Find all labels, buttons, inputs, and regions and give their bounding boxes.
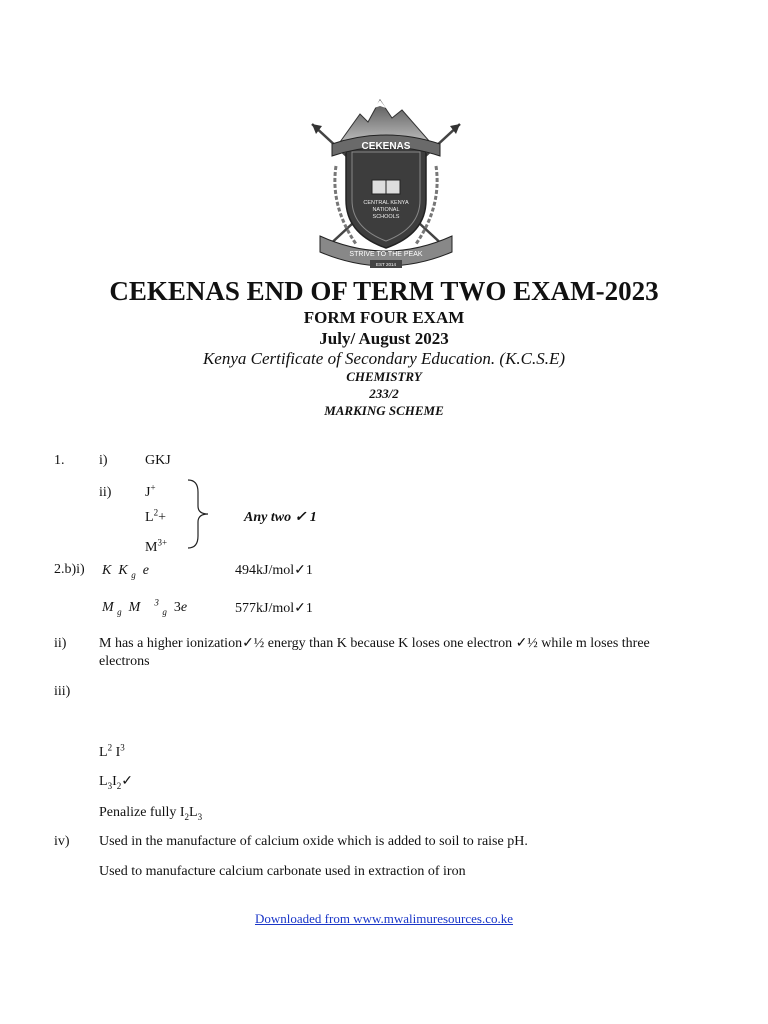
logo-shield-text: CENTRAL KENYA xyxy=(363,200,409,206)
formula-answer: $L_3I_2✓$ xyxy=(99,774,133,791)
logo-shield-text: SCHOOLS xyxy=(372,214,400,220)
logo-est: EST 2014 xyxy=(376,262,396,267)
question-label: 2.b)i) xyxy=(54,562,85,577)
question-number: 1. xyxy=(54,453,65,468)
ion-m: $M^{3+}$ xyxy=(145,537,168,555)
part-label: i) xyxy=(99,453,108,468)
answer-text: GKJ xyxy=(145,453,171,468)
download-link[interactable]: Downloaded from www.mwalimuresources.co.ke xyxy=(254,911,513,926)
exam-title: CEKENAS END OF TERM TWO EXAM-2023 xyxy=(109,276,659,306)
ion-l: $L^2+$ xyxy=(145,507,166,525)
part-label: ii) xyxy=(54,636,67,651)
formula-ratio: $L^2$ $I^3$ xyxy=(99,742,125,760)
answer-text: M has a higher ionization✓½ energy than K because K loses one electron ✓½ while m loses three electrons xyxy=(99,636,650,669)
curly-brace xyxy=(186,478,210,550)
form-label: FORM FOUR EXAM xyxy=(303,308,465,327)
penalty-note: Penalize fully $I_2L_3$ xyxy=(99,805,203,822)
logo-shield-text: NATIONAL xyxy=(372,207,400,213)
part-label: iv) xyxy=(54,834,70,849)
part-label: iii) xyxy=(54,684,71,699)
part-label: ii) xyxy=(99,485,112,500)
logo-banner-text: CEKENAS xyxy=(361,141,411,152)
paper-code: 233/2 xyxy=(369,386,399,401)
ion-j: J+ xyxy=(145,482,156,500)
document-type: MARKING SCHEME xyxy=(324,403,444,418)
any-two-note: Any two ✓ 1 xyxy=(244,510,317,525)
answer-text: Used to manufacture calcium carbonate used in extraction of iron xyxy=(99,864,466,879)
equation-k: K K $_g$ e xyxy=(102,563,149,580)
equation-m: M $_g$ M $^3$ $_g$ 3e xyxy=(102,597,188,617)
cekenas-logo xyxy=(306,96,466,272)
subject-name: CHEMISTRY xyxy=(346,369,422,384)
logo-motto: STRIVE TO THE PEAK xyxy=(349,251,423,258)
exam-date: July/ August 2023 xyxy=(319,329,449,348)
certificate-name: Kenya Certificate of Secondary Education. (K.C.S.E) xyxy=(202,349,566,368)
answer-text: Used in the manufacture of calcium oxide which is added to soil to raise pH. xyxy=(99,834,528,849)
energy-value: 577kJ/mol✓1 xyxy=(235,601,313,616)
energy-value: 494kJ/mol✓1 xyxy=(235,563,313,578)
